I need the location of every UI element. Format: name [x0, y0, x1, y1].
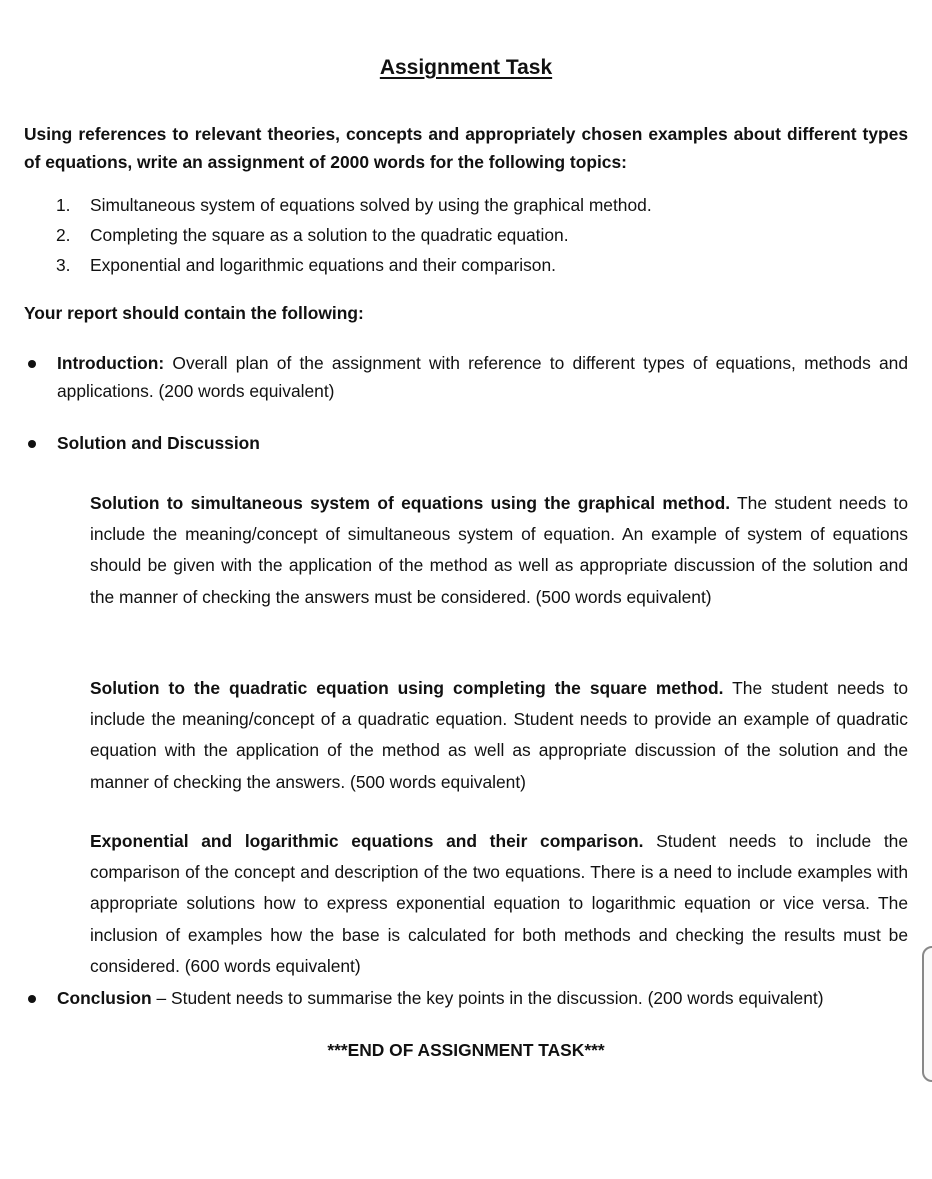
section-exponential	[90, 826, 908, 982]
introduction-text: Overall plan of the assignment with reference to different types of equations, methods and applications. (200 words equivalent)	[57, 353, 908, 401]
bullet-dot	[28, 440, 36, 448]
list-item-number: 3.	[56, 255, 71, 275]
section-label: Solution to simultaneous system of equations using the graphical method.	[90, 493, 731, 513]
introduction-label: Introduction:	[57, 353, 165, 373]
intro-paragraph: Using references to relevant theories, concepts and appropriately chosen examples about different types of equations, write an assignment of 2000 words for the following topics:	[24, 124, 908, 172]
bullet-introduction	[24, 349, 908, 405]
bullet-dot	[28, 360, 36, 368]
conclusion-label: Conclusion	[57, 988, 152, 1008]
page-title: Assignment Task	[379, 56, 553, 79]
report-heading: Your report should contain the following:	[24, 303, 364, 323]
section-label: Exponential and logarithmic equations and their comparison.	[90, 831, 644, 851]
bullet-solution-discussion	[24, 429, 908, 457]
section-quadratic	[90, 673, 908, 798]
topic-list	[56, 190, 906, 280]
scroll-edge-handle[interactable]	[922, 946, 932, 1082]
list-item-number: 2.	[56, 225, 71, 245]
section-text: The student needs to include the meaning/concept of simultaneous system of equation. An example of system of equations should be given with the application of the method as well as appropriate discussion of the solution and the manner of checking the answers must be considered. (500 words equivalent)	[90, 493, 908, 607]
bullet-dot	[28, 995, 36, 1003]
list-item	[56, 250, 906, 280]
list-item-text: Completing the square as a solution to the quadratic equation.	[90, 225, 569, 245]
list-item-text: Simultaneous system of equations solved by using the graphical method.	[90, 195, 652, 215]
list-item-number: 1.	[56, 195, 71, 215]
list-item-text: Exponential and logarithmic equations and their comparison.	[90, 255, 556, 275]
solution-heading: Solution and Discussion	[57, 433, 260, 453]
section-simultaneous	[90, 488, 908, 613]
section-text: The student needs to include the meaning/concept of a quadratic equation. Student needs to provide an example of quadratic equation with the application of the method as well as appropriate discussion of the solution and the manner of checking the answers. (500 words equivalent)	[90, 678, 908, 792]
bullet-conclusion	[24, 984, 908, 1012]
list-item	[56, 190, 906, 220]
section-text: Student needs to include the comparison of the concept and description of the two equations. There is a need to include examples with appropriate solutions how to express exponential equation to logarithmic equation or vice versa. The inclusion of examples how the base is calculated for both methods and checking the results must be considered. (600 words equivalent)	[90, 831, 908, 976]
conclusion-text: – Student needs to summarise the key points in the discussion. (200 words equivalent)	[151, 988, 824, 1008]
list-item	[56, 220, 906, 250]
section-label: Solution to the quadratic equation using completing the square method.	[90, 678, 724, 698]
end-marker: ***END OF ASSIGNMENT TASK***	[327, 1040, 605, 1060]
